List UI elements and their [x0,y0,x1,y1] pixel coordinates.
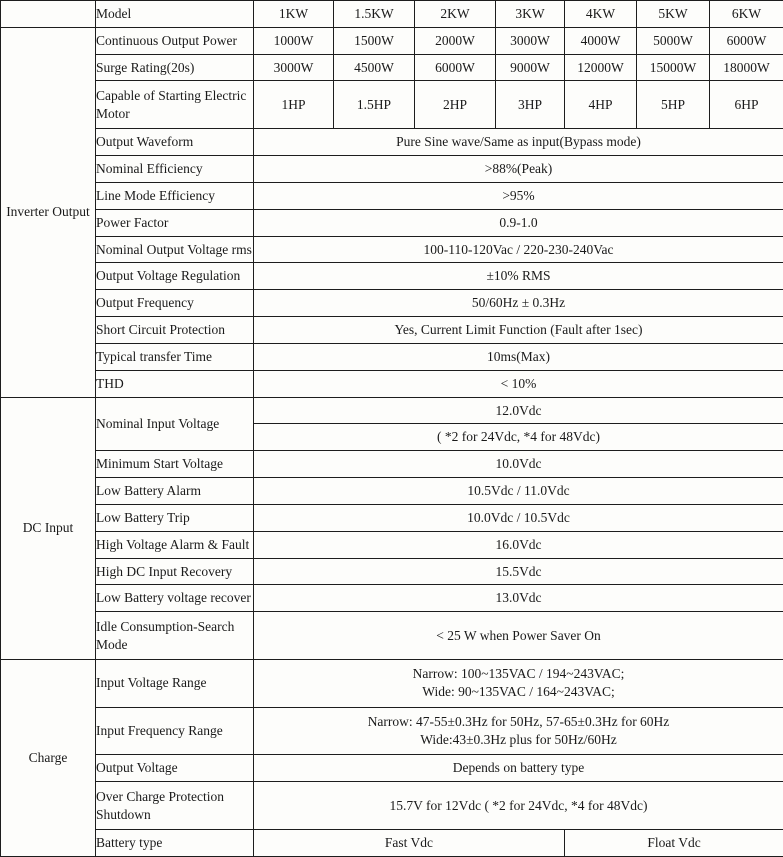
value-cell-merged: < 10% [254,370,783,397]
value-cell-merged: Pure Sine wave/Same as input(Bypass mode) [254,129,783,156]
value-cell-merged [254,707,783,755]
model-header-1kw: 1KW [254,1,334,28]
spec-label-typical-transfer-time: Typical transfer Time [96,343,254,370]
table-row-high-voltage-alarm-fault [1,531,783,558]
spec-label-nominal-output-voltage-rms: Nominal Output Voltage rms [96,236,254,263]
value-cell: 12000W [565,54,637,81]
table-row-output-voltage-regulation [1,263,783,290]
value-cell: 1.5HP [334,81,415,129]
value-line-2: Wide:43±0.3Hz plus for 50Hz/60Hz [420,732,617,748]
spec-label-short-circuit-protection: Short Circuit Protection [96,317,254,344]
table-row-capable-of-starting-electric-motor [1,81,783,129]
value-cell-merged: 100-110-120Vac / 220-230-240Vac [254,236,783,263]
value-cell-merged: Yes, Current Limit Function (Fault after 1sec) [254,317,783,344]
value-cell-merged: 12.0Vdc [254,397,783,424]
table-row-low-battery-alarm [1,478,783,505]
spec-label-input-frequency-range: Input Frequency Range [96,707,254,755]
value-cell: 2HP [415,81,496,129]
model-header-2kw: 2KW [415,1,496,28]
spec-label-capable-of-starting-electric-motor: Capable of Starting Electric Motor [96,81,254,129]
value-cell: 3000W [496,27,565,54]
category-cell-inverter-output: Inverter Output [1,27,96,397]
table-row-typical-transfer-time [1,343,783,370]
model-header-4kw: 4KW [565,1,637,28]
table-row-idle-consumption-search-mode [1,612,783,660]
table-row-minimum-start-voltage [1,451,783,478]
value-cell-merged [254,659,783,707]
value-cell: 6000W [415,54,496,81]
value-cell-merged: 50/60Hz ± 0.3Hz [254,290,783,317]
value-cell: 6HP [710,81,783,129]
value-cell: 1HP [254,81,334,129]
value-cell: 3000W [254,54,334,81]
spec-label-low-battery-alarm: Low Battery Alarm [96,478,254,505]
table-row-high-dc-input-recovery [1,558,783,585]
model-header-5kw: 5KW [637,1,710,28]
spec-label-high-voltage-alarm-fault: High Voltage Alarm & Fault [96,531,254,558]
spec-label-low-battery-voltage-recover: Low Battery voltage recover [96,585,254,612]
table-row-nominal-input-voltage-top [1,397,783,424]
spec-label-line-mode-efficiency: Line Mode Efficiency [96,182,254,209]
spec-label-charge-output-voltage: Output Voltage [96,755,254,782]
value-cell-merged: >88%(Peak) [254,156,783,183]
category-cell-dc-input: DC Input [1,397,96,659]
value-cell-merged: 10.0Vdc / 10.5Vdc [254,504,783,531]
value-cell-merged: 0.9-1.0 [254,209,783,236]
value-cell-merged: < 25 W when Power Saver On [254,612,783,660]
spec-label-nominal-input-voltage: Nominal Input Voltage [96,397,254,451]
value-cell-merged: >95% [254,182,783,209]
value-line-1: Narrow: 100~135VAC / 194~243VAC; [412,666,625,682]
value-cell: 4500W [334,54,415,81]
spec-label-idle-consumption-search-mode: Idle Consumption-Search Mode [96,612,254,660]
value-cell: 15000W [637,54,710,81]
value-cell: 3HP [496,81,565,129]
value-cell-merged: ( *2 for 24Vdc, *4 for 48Vdc) [254,424,783,451]
value-cell: 1000W [254,27,334,54]
spec-label-output-waveform: Output Waveform [96,129,254,156]
table-row-nominal-efficiency [1,156,783,183]
spec-label-over-charge-protection-shutdown: Over Charge Protection Shutdown [96,782,254,830]
category-cell-empty [1,1,96,28]
value-line-2: Wide: 90~135VAC / 164~243VAC; [422,684,615,700]
table-row-output-frequency [1,290,783,317]
value-cell-fast: Fast Vdc [254,830,565,857]
table-row-input-frequency-range [1,707,783,755]
value-cell: 1500W [334,27,415,54]
table-row-low-battery-voltage-recover [1,585,783,612]
spec-label-output-frequency: Output Frequency [96,290,254,317]
value-cell-merged: 16.0Vdc [254,531,783,558]
spec-label-model: Model [96,1,254,28]
table-row-power-factor [1,209,783,236]
value-cell: 5000W [637,27,710,54]
value-cell-merged: 13.0Vdc [254,585,783,612]
spec-label-continuous-output-power: Continuous Output Power [96,27,254,54]
spec-label-surge-rating: Surge Rating(20s) [96,54,254,81]
table-row-input-voltage-range [1,659,783,707]
table-row-low-battery-trip [1,504,783,531]
spec-label-low-battery-trip: Low Battery Trip [96,504,254,531]
value-cell-merged: 10ms(Max) [254,343,783,370]
table-row-charge-output-voltage [1,755,783,782]
value-cell: 4000W [565,27,637,54]
table-row-model [1,1,783,28]
spec-label-battery-type: Battery type [96,830,254,857]
value-cell: 9000W [496,54,565,81]
table-row-short-circuit-protection [1,317,783,344]
value-cell: 2000W [415,27,496,54]
spec-label-power-factor: Power Factor [96,209,254,236]
value-cell-merged: 10.0Vdc [254,451,783,478]
model-header-6kw: 6KW [710,1,783,28]
table-row-battery-type [1,830,783,857]
spec-label-output-voltage-regulation: Output Voltage Regulation [96,263,254,290]
spec-label-nominal-efficiency: Nominal Efficiency [96,156,254,183]
table-row-over-charge-protection-shutdown [1,782,783,830]
value-cell: 4HP [565,81,637,129]
spec-label-minimum-start-voltage: Minimum Start Voltage [96,451,254,478]
table-row-output-waveform [1,129,783,156]
value-cell: 6000W [710,27,783,54]
table-row-nominal-output-voltage-rms [1,236,783,263]
spec-label-high-dc-input-recovery: High DC Input Recovery [96,558,254,585]
value-cell-merged: Depends on battery type [254,755,783,782]
table-row-continuous-output-power [1,27,783,54]
value-cell-merged: 15.7V for 12Vdc ( *2 for 24Vdc, *4 for 48Vdc) [254,782,783,830]
model-header-1-5kw: 1.5KW [334,1,415,28]
value-cell-merged: ±10% RMS [254,263,783,290]
value-cell: 18000W [710,54,783,81]
table-row-line-mode-efficiency [1,182,783,209]
category-cell-charge: Charge [1,659,96,856]
value-cell: 5HP [637,81,710,129]
value-cell-float: Float Vdc [565,830,783,857]
value-cell-merged: 15.5Vdc [254,558,783,585]
spec-label-thd: THD [96,370,254,397]
spec-label-input-voltage-range: Input Voltage Range [96,659,254,707]
model-header-3kw: 3KW [496,1,565,28]
table-row-surge-rating [1,54,783,81]
value-cell-merged: 10.5Vdc / 11.0Vdc [254,478,783,505]
table-row-thd [1,370,783,397]
value-line-1: Narrow: 47-55±0.3Hz for 50Hz, 57-65±0.3Hz for 60Hz [367,714,670,730]
